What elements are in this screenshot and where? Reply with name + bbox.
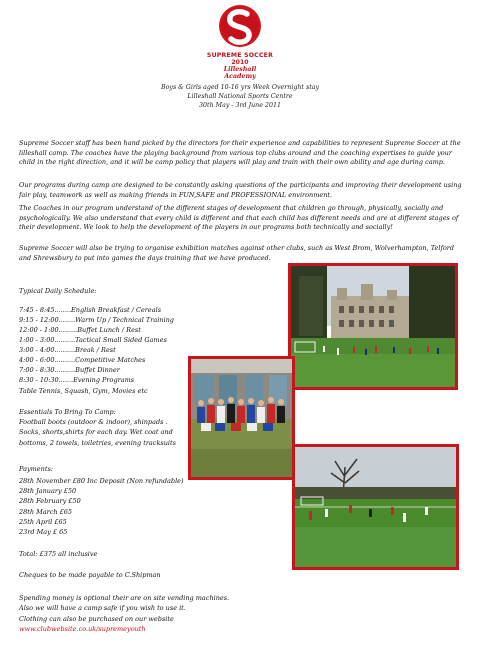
schedule-item: Table Tennis, Squash, Gym, Movies etc	[19, 387, 148, 395]
intro-paragraph: Supreme Soccer staff has been hand picked by the directors for their experience and capabilities to represent Supreme Soccer at the lilleshall camp. The coaches have the playing background from various top clubs around and the coaching expertises to guide your child in the right direction, and it will be camp policy that players will play and train with their own ability and age during camp.	[19, 139, 461, 167]
schedule-item: 12:00 - 1:00.........Buffet Lunch / Rest	[19, 326, 141, 334]
intro-paragraph: Supreme Soccer will also be trying to organise exhibition matches against other clubs, such as West Brom, Wolverhampton, Telford and Shrewsbury to put into games the days training that we have produced.	[19, 244, 455, 262]
payment-line: 28th January £50	[19, 487, 77, 495]
intro-paragraph: The Coaches in our program understand of the different stages of development that children go through, physically, socially and psychologically. We also understand that every child is different and that each child has different needs and are at different stages of their development. We look to help the development of the players in our programs both technically and socially!	[19, 204, 459, 232]
essentials-line: Football boots (outdoor & indoor), shinpads .	[19, 418, 168, 426]
payment-line: 28th November £80 Inc Deposit (Non refundable)	[19, 477, 184, 485]
payment-line: 28th February £50	[19, 497, 81, 505]
brand-name: SUPREME SOCCER	[206, 52, 274, 59]
photo-hall-training	[288, 263, 458, 390]
subtitle-line: Boys & Girls aged 10-16 yrs Week Overnight stay	[160, 84, 320, 91]
cheques-note: Cheques to be made payable to C.Shipman	[19, 571, 161, 579]
schedule-item: 9:15 - 12:00........Warm Up / Technical Training	[19, 316, 174, 324]
payment-line: 28th March £65	[19, 508, 73, 516]
schedule-item: 7:00 - 8:30..........Buffet Dinner	[19, 366, 120, 374]
intro-paragraph: Our programs during camp are designed to be constantly asking questions of the participants and improving their development using fair play, teamwork as well as making friends in FUN,SAFE and PROFESSIONAL environment.	[19, 181, 462, 199]
subtitle-line: Lilleshall National Sports Centre	[187, 93, 293, 100]
payments-total: Total: £375 all inclusive	[19, 550, 98, 558]
schedule-item: 4:00 - 6:00..........Competitive Matches	[19, 356, 146, 364]
essentials-line: Socks, shorts,shirts for each day. Wet coat and	[19, 428, 173, 436]
footer-line: Spending money is optional their are on site vending machines.	[19, 594, 230, 602]
brand-line-1: Lilleshall	[223, 66, 257, 73]
schedule-item: 3:00 - 4:00..........Break / Rest	[19, 346, 116, 354]
photo-players-group	[188, 356, 295, 480]
essentials-heading: Essentials To Bring To Camp:	[19, 408, 116, 416]
schedule-item: 8:30 - 10:30.......Evening Programs	[19, 376, 135, 384]
footer-line: Clothing can also be purchased on our website	[19, 615, 174, 623]
supreme-soccer-logo	[209, 4, 271, 52]
photo-football-match	[292, 444, 459, 570]
brand-line-2: Academy	[224, 73, 256, 80]
payments-heading: Payments:	[19, 465, 53, 473]
schedule-item: 1:00 - 3:00..........Tactical Small Sided Games	[19, 336, 167, 344]
payment-line: 25th April £65	[19, 518, 67, 526]
schedule-heading: Typical Daily Schedule:	[19, 287, 97, 295]
footer-line: Also we will have a camp safe if you wish to use it.	[19, 604, 186, 612]
subtitle-line: 30th May - 3rd June 2011	[199, 102, 281, 109]
website-link[interactable]: www.clubwebsite.co.uk/supremeyouth	[19, 625, 146, 633]
schedule-item: 7:45 - 8:45........English Breakfast / Cereals	[19, 306, 162, 314]
essentials-line: bottoms, 2 towels, toiletries, evening tracksuits	[19, 439, 176, 447]
brand-year: 2010	[231, 59, 249, 66]
payment-line: 23rd May £ 65	[19, 528, 68, 536]
